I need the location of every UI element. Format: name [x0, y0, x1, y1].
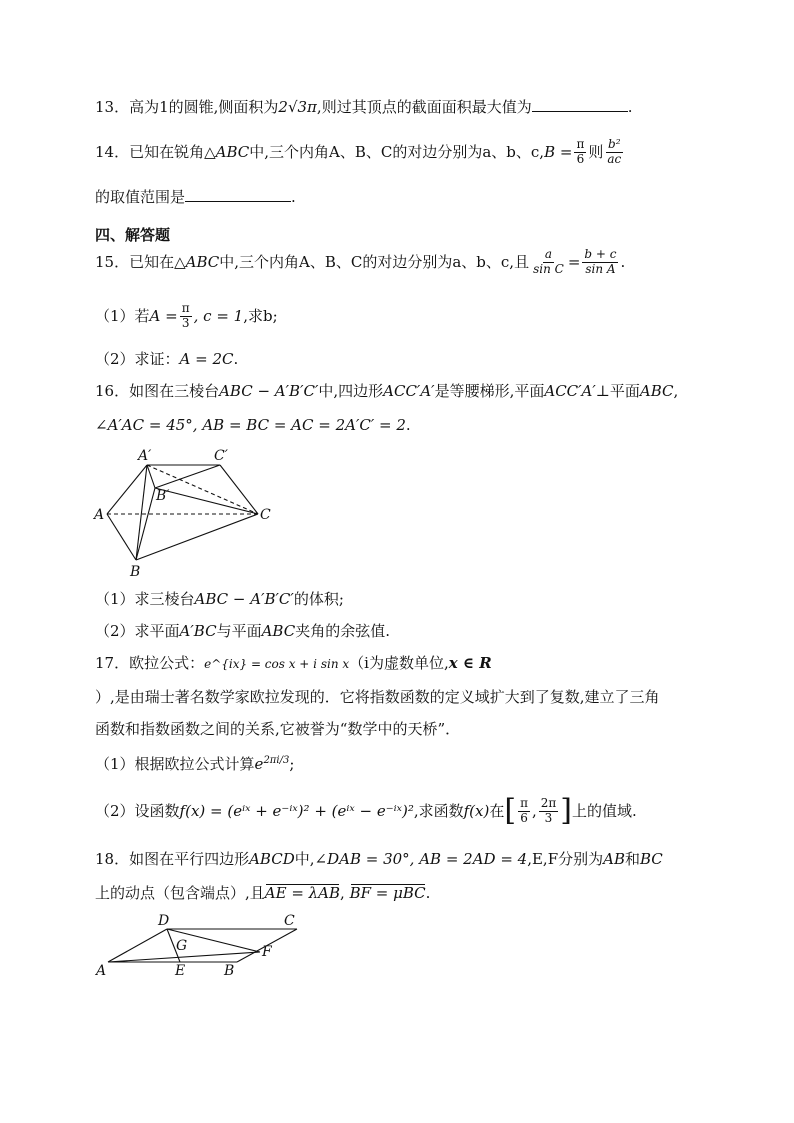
- q17-p2-expr: f(x) = (eⁱˣ + e⁻ⁱˣ)² + (eⁱˣ − e⁻ⁱˣ)²: [179, 801, 414, 820]
- q16-plane1: ACC′A′: [544, 382, 596, 400]
- q17-p1-b: ;: [289, 755, 295, 773]
- q16-line1-a: 16．如图在三棱台: [95, 382, 220, 400]
- q16-line1-c: 是等腰梯形,平面: [434, 382, 545, 400]
- q13-answer-blank[interactable]: [532, 109, 628, 112]
- q16-frustum: ABC − A′B′C′: [219, 382, 319, 400]
- q17-p1-exp: 2πi/3: [263, 755, 290, 766]
- q15-p1-lhs: A =: [149, 306, 178, 325]
- q16-p2-c: 夹角的余弦值.: [295, 622, 390, 640]
- q14-triangle: △ABC: [204, 142, 250, 161]
- q16-p2-b: 与平面: [216, 622, 262, 640]
- question-18: [95, 852, 663, 867]
- q16-frustum-figure: [92, 442, 282, 582]
- q17-domain: x ∈ R: [448, 654, 492, 672]
- fig18-label-E: E: [175, 963, 186, 979]
- question-18-line2: 上的动点（包含端点）,且AE = λAB, BF = μBC.: [95, 884, 431, 902]
- q16-p2-a: （2）求平面: [95, 622, 180, 640]
- question-16-part2: [95, 624, 390, 639]
- q18-para: ABCD: [249, 850, 295, 868]
- q15-p1-a: （1）若: [95, 306, 150, 325]
- q17-interval-left: [518, 797, 530, 826]
- q17-p1-a: （1）根据欧拉公式计算: [95, 755, 255, 773]
- q17-int-a-den: 6: [520, 810, 528, 825]
- fig16-label-B: B: [130, 564, 141, 580]
- fig16-label-A1: A′: [138, 448, 152, 464]
- q17-p1-base: e: [254, 755, 264, 773]
- question-16: 16．如图在三棱台ABC − A′B′C′中,四边形ACC′A′是等腰梯形,平面ACC′A′⊥平面ABC,: [95, 382, 679, 400]
- q17-p2-a: （2）设函数: [95, 801, 180, 820]
- q15-p1-num: π: [181, 301, 190, 315]
- q17-int-b-den: 3: [544, 810, 553, 825]
- q15-text-a: 15．已知在: [95, 252, 175, 271]
- q15-p2-expr: A = 2C: [179, 350, 234, 368]
- q17-int-a-num: π: [520, 795, 528, 810]
- question-14: [95, 138, 625, 167]
- q16-p2-plane2: ABC: [261, 622, 296, 640]
- q15-p1-den: 3: [181, 315, 190, 330]
- fig18-label-B: B: [224, 963, 235, 979]
- q13-text-b: ,则过其顶点的截面面积最大值为: [316, 98, 532, 116]
- q15-p1-fraction: [180, 302, 192, 331]
- q18-cond: ∠DAB = 30°, AB = 2AD = 4: [314, 850, 528, 868]
- question-17-line3: [95, 722, 460, 737]
- q17-line1-b: （i为虚数单位,: [349, 654, 449, 672]
- q16-p1-a: （1）求三棱台: [95, 590, 195, 608]
- q15-fraction-left: [531, 248, 566, 277]
- q16-p2-plane1: A′BC: [179, 622, 217, 640]
- question-16-line2: ∠A′AC = 45°, AB = BC = AC = 2A′C′ = 2.: [95, 416, 411, 434]
- fig18-label-C: C: [284, 913, 295, 929]
- q14-cond-num: π: [576, 137, 585, 151]
- section-heading: 四、解答题: [95, 226, 171, 244]
- q17-line2: ）,是由瑞士著名数学家欧拉发现的．它将指数函数的定义域扩大到了复数,建立了三角: [95, 688, 660, 706]
- question-15-part1: [95, 302, 278, 331]
- q16-line1-b: 中,四边形: [318, 382, 384, 400]
- question-13: 13．高为1的圆锥,侧面积为2√3π,则过其顶点的截面面积最大值为 .: [95, 98, 633, 116]
- q15-p1-b: ,求b;: [243, 306, 278, 325]
- q18-parallelogram-figure: [92, 912, 312, 982]
- q18-line1-c: ,E,F分别为: [527, 850, 604, 868]
- fig16-label-C: C: [260, 507, 271, 523]
- q14-fraction: [605, 138, 623, 167]
- q15-f2-num: b + c: [584, 247, 617, 261]
- q14-frac-num: b²: [608, 137, 621, 151]
- q14-cond-fraction: [574, 138, 586, 167]
- q16-perp: ⊥: [595, 382, 610, 400]
- q15-p1-c: , c = 1: [193, 306, 244, 325]
- q15-text-b: 中,三个内角A、B、C的对边分别为a、b、c,且: [219, 252, 530, 271]
- question-14-line2: 的取值范围是 .: [95, 188, 296, 206]
- q17-int-b-num: 2π: [540, 795, 557, 810]
- q14-text-c: 则: [588, 142, 604, 161]
- q18-ab: AB: [603, 850, 625, 868]
- q17-line3: 函数和指数函数之间的关系,它被誉为“数学中的天桥”．: [95, 720, 461, 738]
- q14-text-a: 14．已知在锐角: [95, 142, 205, 161]
- q18-vector-bf: BF = μBC: [349, 884, 426, 902]
- q18-bc: BC: [640, 850, 663, 868]
- q16-quad: ACC′A′: [383, 382, 435, 400]
- q17-p2-c: 在: [489, 801, 505, 820]
- q13-expr: 2√3π: [278, 98, 317, 116]
- q18-line2-a: 上的动点（包含端点）,且: [95, 884, 265, 902]
- q18-line1-a: 18．如图在平行四边形: [95, 850, 250, 868]
- fig18-label-F: F: [262, 944, 272, 960]
- q14-text-b: 中,三个内角A、B、C的对边分别为a、b、c,: [249, 142, 545, 161]
- q16-p1-b: 的体积;: [293, 590, 344, 608]
- question-17-part2: （2）设函数 f(x) = (eⁱˣ + e⁻ⁱˣ)² + (eⁱˣ − e⁻ⁱˣ)² ,求函数 f(x) 在 [ $\frac{\pi}{6}$ , $\frac{2\pi}{3}$ ] 上的值域.: [95, 793, 637, 828]
- q15-p2-a: （2）求证：: [95, 350, 180, 368]
- q17-interval-right: [539, 797, 559, 826]
- fig16-label-C1: C′: [214, 448, 228, 464]
- q16-p1-expr: ABC − A′B′C′: [194, 590, 294, 608]
- q17-line1-a: 17．欧拉公式：: [95, 654, 205, 672]
- fig16-label-B1: B′: [156, 488, 170, 504]
- q14-cond-den: 6: [576, 151, 585, 166]
- q17-p2-fx: f(x): [463, 801, 490, 820]
- fig18-label-G: G: [176, 938, 188, 954]
- question-15: 15．已知在 △ABC 中,三个内角A、B、C的对边分别为a、b、c,且 $\frac{a}{\text{sin C}}$ = $\frac{b + c}{\text{sin A}}$ .: [95, 247, 626, 276]
- question-16-part1: [95, 592, 344, 607]
- q18-vector-ae: AE = λAB: [264, 884, 341, 902]
- q18-line1-b: 中,: [294, 850, 315, 868]
- q16-plane2: ABC: [639, 382, 674, 400]
- q14-frac-den: ac: [607, 151, 622, 166]
- q15-f1-num: a: [544, 247, 553, 261]
- question-17-part1: [95, 756, 294, 772]
- question-17: [95, 656, 492, 671]
- q17-p2-d: 上的值域.: [571, 801, 637, 820]
- question-17-line2: [95, 690, 660, 705]
- q15-triangle: △ABC: [174, 252, 220, 271]
- q17-formula: e^{ix} = cos x + i sin x: [204, 657, 350, 671]
- fig18-label-A: A: [96, 963, 107, 979]
- q16-line2: ∠A′AC = 45°, AB = BC = AC = 2A′C′ = 2: [95, 416, 406, 434]
- q15-f1-den: sin C: [533, 261, 564, 276]
- q16-line1-d: 平面: [609, 382, 640, 400]
- fig18-label-D: D: [158, 913, 170, 929]
- question-15-part2: （2）求证：A = 2C.: [95, 350, 239, 368]
- q14-line2: 的取值范围是: [95, 188, 186, 206]
- q17-p2-b: ,求函数: [413, 801, 464, 820]
- q13-text-a: 13．高为1的圆锥,侧面积为: [95, 98, 279, 116]
- q15-fraction-right: [582, 248, 618, 277]
- fig16-label-A: A: [94, 507, 105, 523]
- q18-line1-d: 和: [624, 850, 640, 868]
- q15-f2-den: sin A: [585, 261, 616, 276]
- q14-cond-lhs: B =: [544, 142, 573, 161]
- q14-answer-blank[interactable]: [185, 199, 291, 202]
